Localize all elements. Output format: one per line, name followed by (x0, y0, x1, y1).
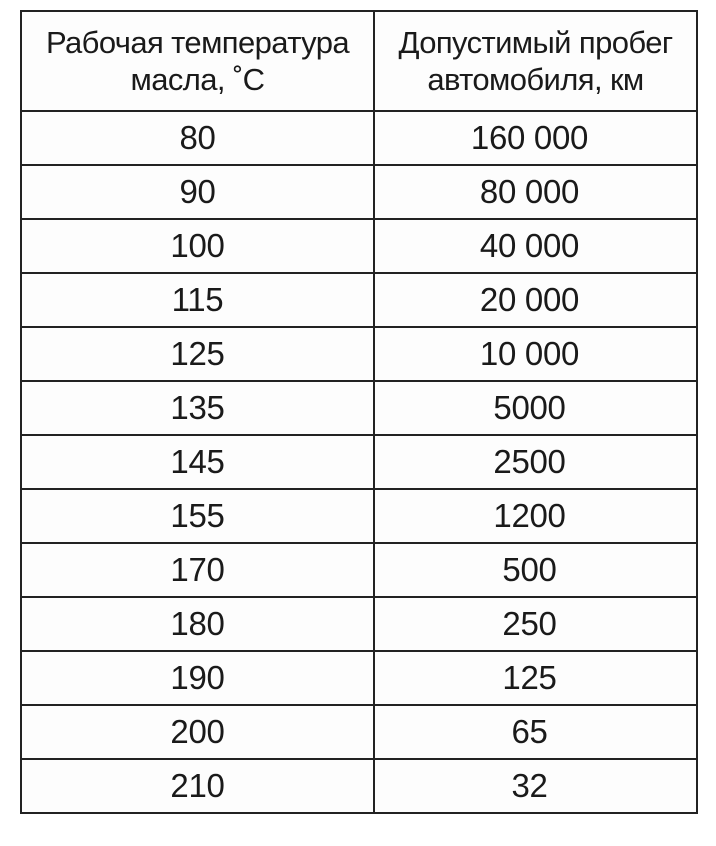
temperature-cell: 145 (21, 435, 374, 489)
table-row (21, 111, 697, 165)
table-row (21, 489, 697, 543)
table-row (21, 165, 697, 219)
mileage-cell: 1200 (374, 489, 697, 543)
table-row (21, 381, 697, 435)
header-mileage (374, 11, 697, 111)
temperature-cell: 115 (21, 273, 374, 327)
temperature-cell: 90 (21, 165, 374, 219)
temperature-cell: 170 (21, 543, 374, 597)
header-mileage-line-1: Допустимый пробег (398, 25, 673, 60)
table-row (21, 651, 697, 705)
mileage-cell: 160 000 (374, 111, 697, 165)
temperature-cell: 80 (21, 111, 374, 165)
table-row (21, 543, 697, 597)
mileage-cell: 5000 (374, 381, 697, 435)
temperature-cell: 135 (21, 381, 374, 435)
mileage-cell: 20 000 (374, 273, 697, 327)
table-row (21, 705, 697, 759)
temperature-cell: 180 (21, 597, 374, 651)
header-temperature (21, 11, 374, 111)
table-row (21, 327, 697, 381)
mileage-cell: 32 (374, 759, 697, 813)
mileage-cell: 250 (374, 597, 697, 651)
temperature-cell: 210 (21, 759, 374, 813)
mileage-cell: 40 000 (374, 219, 697, 273)
mileage-cell: 80 000 (374, 165, 697, 219)
mileage-cell: 65 (374, 705, 697, 759)
header-temperature-line-2: масла, ˚С (130, 62, 265, 97)
mileage-cell: 2500 (374, 435, 697, 489)
temperature-cell: 125 (21, 327, 374, 381)
table-row (21, 435, 697, 489)
table-row (21, 219, 697, 273)
temperature-cell: 190 (21, 651, 374, 705)
table-row (21, 273, 697, 327)
mileage-cell: 500 (374, 543, 697, 597)
data-table-container (20, 10, 696, 844)
temperature-cell: 155 (21, 489, 374, 543)
oil-temperature-mileage-table (20, 10, 698, 814)
header-temperature-line-1: Рабочая температура (45, 25, 349, 60)
mileage-cell: 125 (374, 651, 697, 705)
mileage-cell: 10 000 (374, 327, 697, 381)
table-row (21, 597, 697, 651)
header-row (21, 11, 697, 111)
table-row (21, 759, 697, 813)
temperature-cell: 100 (21, 219, 374, 273)
temperature-cell: 200 (21, 705, 374, 759)
header-mileage-line-2: автомобиля, км (427, 62, 644, 97)
